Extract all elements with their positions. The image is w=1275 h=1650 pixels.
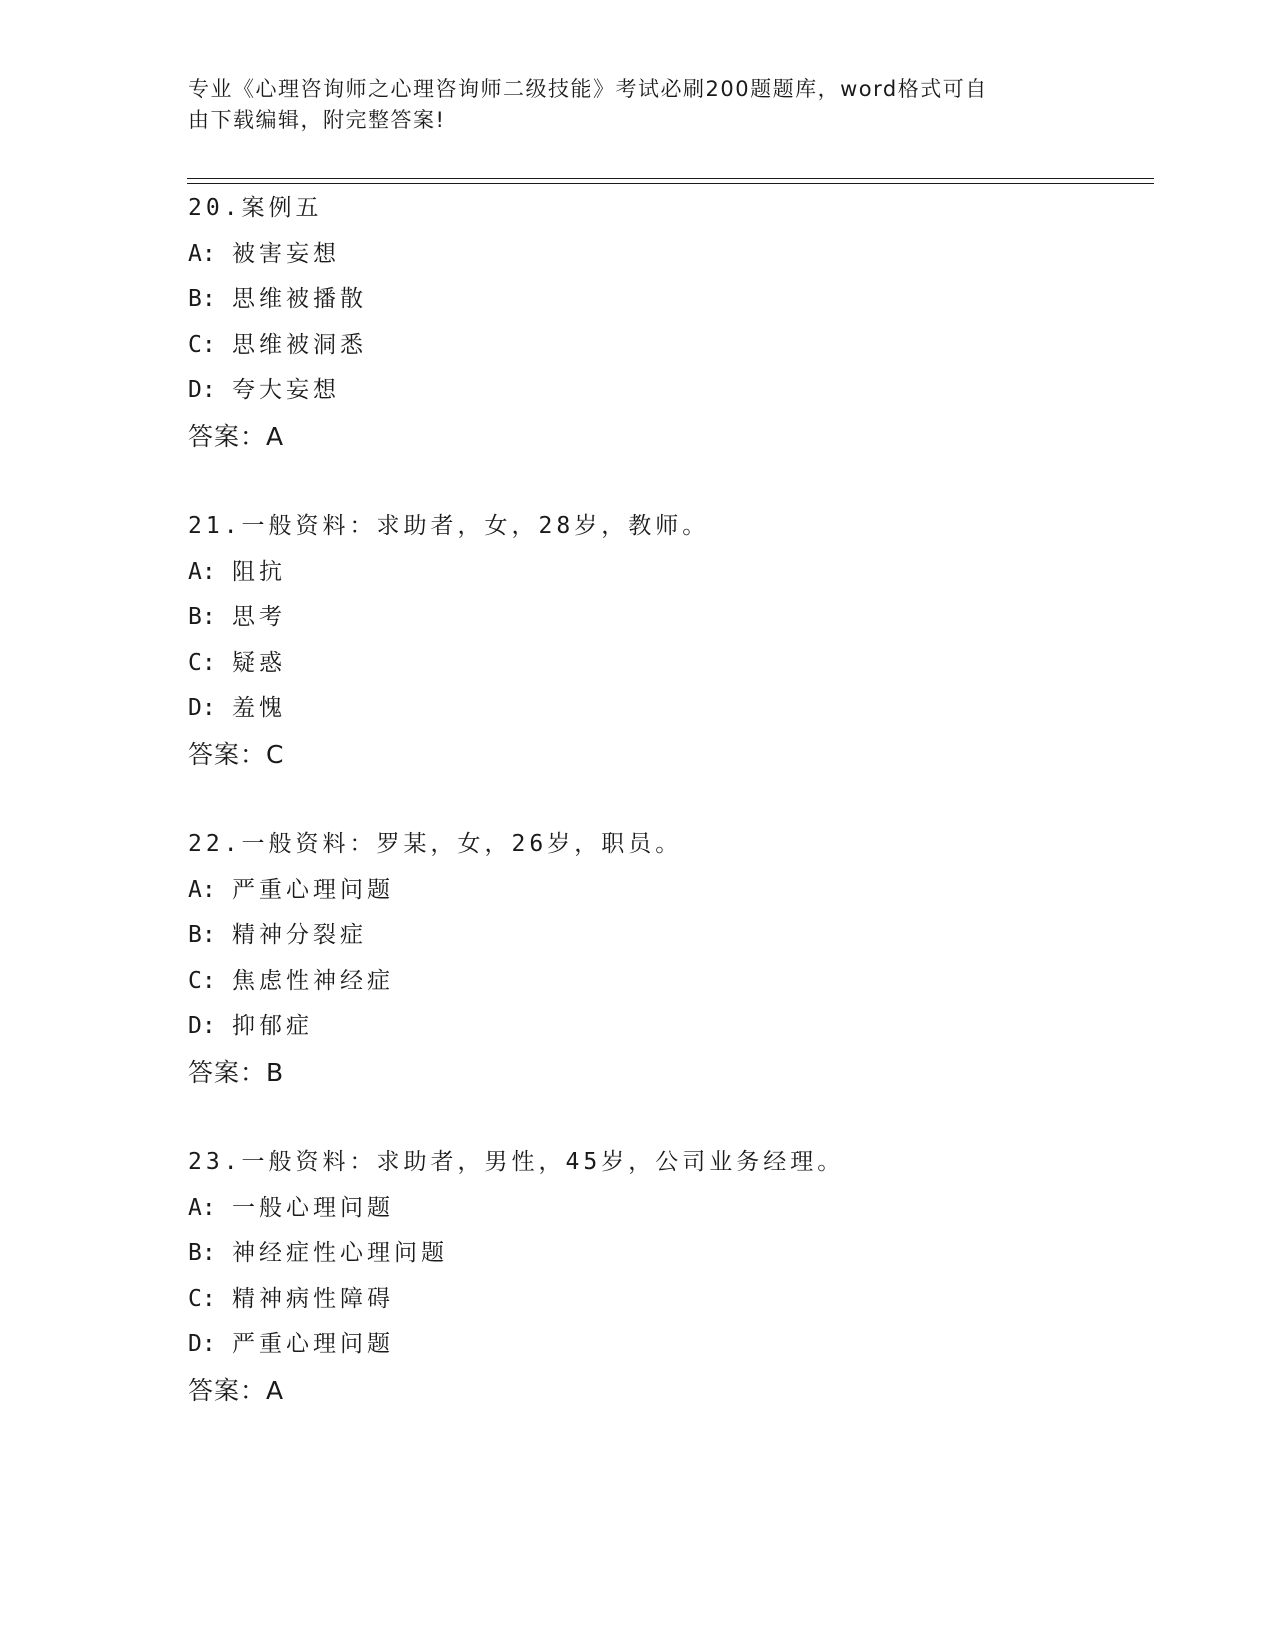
option-key: D: bbox=[188, 377, 216, 404]
option-text: 阻抗 bbox=[232, 558, 286, 585]
option-d bbox=[188, 686, 1148, 732]
option-key: C: bbox=[188, 1285, 216, 1312]
answer-line: 答案：C bbox=[188, 739, 285, 769]
double-rule-divider bbox=[187, 178, 1154, 184]
option-text: 焦虑性神经症 bbox=[232, 967, 394, 994]
question-block bbox=[188, 186, 1148, 460]
option-a bbox=[188, 232, 1148, 278]
question-block bbox=[188, 1140, 1148, 1414]
option-text: 思维被播散 bbox=[232, 286, 367, 313]
option-text: 被害妄想 bbox=[232, 240, 340, 267]
option-text: 一般心理问题 bbox=[232, 1194, 394, 1221]
answer-line: 答案：A bbox=[188, 1375, 285, 1405]
option-text: 神经症性心理问题 bbox=[232, 1240, 448, 1267]
option-text: 思维被洞悉 bbox=[232, 331, 367, 358]
option-key: B: bbox=[188, 604, 216, 631]
option-key: D: bbox=[188, 1331, 216, 1358]
option-b bbox=[188, 595, 1148, 641]
option-a bbox=[188, 550, 1148, 596]
option-key: B: bbox=[188, 286, 216, 313]
option-key: C: bbox=[188, 649, 216, 676]
option-key: A: bbox=[188, 558, 216, 585]
option-d bbox=[188, 1322, 1148, 1368]
option-c bbox=[188, 1277, 1148, 1323]
option-b bbox=[188, 913, 1148, 959]
option-text: 抑郁症 bbox=[232, 1013, 313, 1040]
option-text: 羞愧 bbox=[232, 695, 286, 722]
option-key: A: bbox=[188, 240, 216, 267]
question-stem: 20.案例五 bbox=[188, 195, 323, 221]
option-key: B: bbox=[188, 922, 216, 949]
option-key: A: bbox=[188, 876, 216, 903]
option-text: 夸大妄想 bbox=[232, 377, 340, 404]
option-a bbox=[188, 868, 1148, 914]
question-stem: 22.一般资料：罗某，女，26岁，职员。 bbox=[188, 831, 683, 857]
option-key: B: bbox=[188, 1240, 216, 1267]
answer-line: 答案：A bbox=[188, 421, 285, 451]
document-intro bbox=[188, 74, 1068, 136]
question-block bbox=[188, 822, 1148, 1096]
intro-line-2: 由下载编辑，附完整答案! bbox=[188, 108, 446, 132]
option-text: 精神分裂症 bbox=[232, 922, 367, 949]
option-b bbox=[188, 277, 1148, 323]
option-text: 严重心理问题 bbox=[232, 876, 394, 903]
question-stem: 21.一般资料：求助者，女，28岁，教师。 bbox=[188, 513, 710, 539]
option-c bbox=[188, 959, 1148, 1005]
option-key: D: bbox=[188, 695, 216, 722]
option-key: A: bbox=[188, 1194, 216, 1221]
option-key: D: bbox=[188, 1013, 216, 1040]
question-stem: 23.一般资料：求助者，男性，45岁，公司业务经理。 bbox=[188, 1149, 845, 1175]
option-text: 思考 bbox=[232, 604, 286, 631]
intro-line-1: 专业《心理咨询师之心理咨询师二级技能》考试必刷200题题库，word格式可自 bbox=[188, 77, 988, 101]
question-block bbox=[188, 504, 1148, 778]
option-b bbox=[188, 1231, 1148, 1277]
option-c bbox=[188, 641, 1148, 687]
option-d bbox=[188, 368, 1148, 414]
option-a bbox=[188, 1186, 1148, 1232]
option-text: 疑惑 bbox=[232, 649, 286, 676]
option-text: 严重心理问题 bbox=[232, 1331, 394, 1358]
answer-line: 答案：B bbox=[188, 1057, 285, 1087]
option-c bbox=[188, 323, 1148, 369]
option-d bbox=[188, 1004, 1148, 1050]
option-key: C: bbox=[188, 967, 216, 994]
option-key: C: bbox=[188, 331, 216, 358]
option-text: 精神病性障碍 bbox=[232, 1285, 394, 1312]
